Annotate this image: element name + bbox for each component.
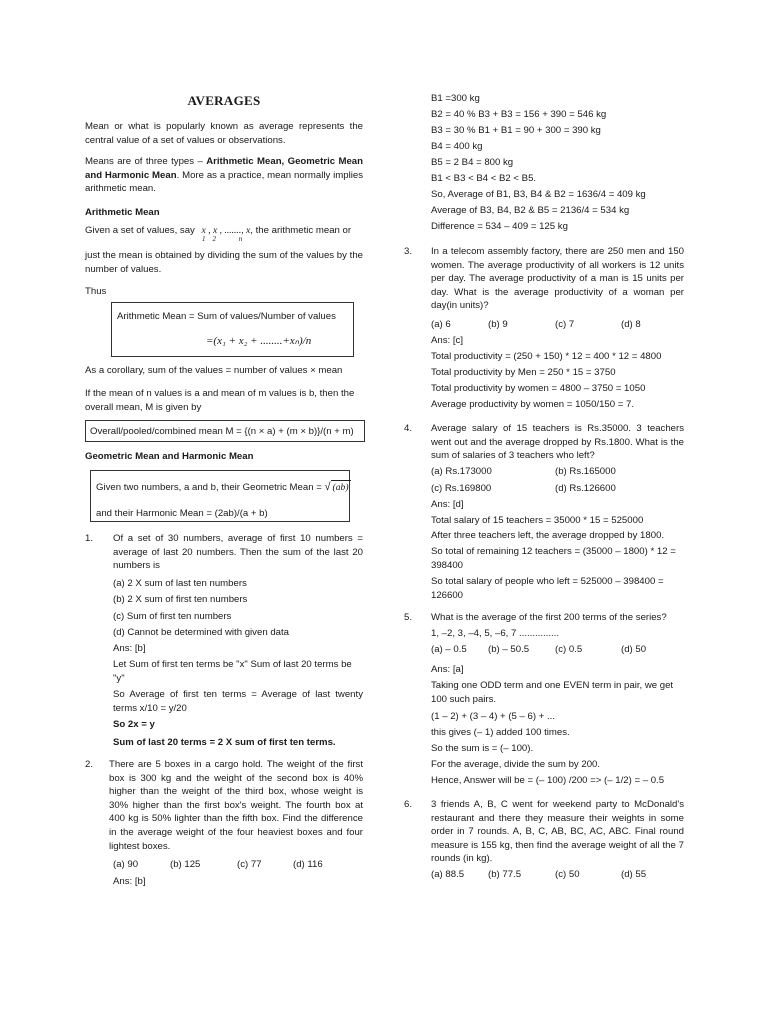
question-4-option-b: (b) Rs.165000: [555, 466, 616, 477]
question-3-solution-3: Total productivity by women = 4800 – 3750 = 1050: [431, 383, 646, 394]
q2-solution-line-6: B1 < B3 < B4 < B2 < B5.: [431, 173, 537, 184]
question-6-option-a: (a) 88.5: [431, 869, 465, 880]
question-3-answer: Ans: [c]: [431, 335, 463, 346]
page-title: AVERAGES: [187, 93, 261, 108]
question-2-option-a: (a) 90: [113, 859, 139, 870]
arithmetic-mean-formula-box: [111, 302, 354, 357]
am-formula-expression: =(x₁ + x₂ + ........+xₙ)/n: [206, 335, 312, 347]
overall-mean-formula-box: [85, 420, 365, 442]
question-5-text: What is the average of the first 200 terms of the series?: [431, 612, 667, 623]
question-5-solution-2: (1 – 2) + (3 – 4) + (5 – 6) + ...: [431, 711, 555, 722]
question-6-options: [431, 868, 684, 882]
question-4-text: Average salary of 15 teachers is Rs.35000. 3 teachers went out and the average dropped by Rs.1800. What is the sum of salaries of 3 teachers who left?: [431, 423, 684, 462]
question-2-option-d: (d) 116: [293, 859, 323, 870]
question-5-solution-6: Hence, Answer will be = (– 100) /200 => (– 1/2) = – 0.5: [431, 775, 665, 786]
question-1-option-a: (a) 2 X sum of last ten numbers: [113, 578, 247, 589]
am-text-lead: Given a set of values, say: [85, 225, 195, 236]
question-6-text: 3 friends A, B, C went for weekend party to McDonald's restaurant and there they measure their weights in some order in 7 rounds. A, B, C, AB, BC, AC, ABC. Final round measure is 155 kg, then find the average weight of all the 7 rounds (in kg).: [431, 799, 684, 865]
question-3-option-b: (b) 9: [488, 319, 508, 330]
means-types-lead: Means are of three types –: [85, 156, 207, 167]
overall-mean-text: If the mean of n values is a and mean of m values is b, then the overall mean, M is given by: [85, 388, 355, 413]
q2-solution-line-7: So, Average of B1, B3, B4 & B2 = 1636/4 = 409 kg: [431, 189, 646, 200]
thus-label: Thus: [85, 286, 107, 297]
sqrt-icon: √: [324, 481, 331, 493]
arithmetic-mean-heading: Arithmetic Mean: [85, 207, 160, 218]
question-4-options-row-1: [431, 465, 684, 479]
means-types-list: Arithmetic Mean, Geometric Mean and Harmonic Mean: [85, 156, 363, 181]
question-2-option-b: (b) 125: [170, 859, 201, 870]
am-subscripts: 1 2 n: [202, 235, 243, 243]
question-4-solution-4: So total salary of people who left = 525000 – 398400 = 126600: [431, 576, 664, 601]
question-1-option-c: (c) Sum of first ten numbers: [113, 611, 232, 622]
q2-solution-line-4: B4 = 400 kg: [431, 141, 483, 152]
question-1-text: Of a set of 30 numbers, average of first 10 numbers = average of last 20 numbers. Then the sum of the last 20 numbers is: [113, 533, 363, 572]
gm-formula: [96, 480, 351, 496]
question-1-solution-4: Sum of last 20 terms = 2 X sum of first ten terms.: [113, 737, 336, 748]
question-5-number: 5.: [404, 612, 413, 623]
means-types-paragraph: [85, 155, 363, 196]
question-5-option-c: (c) 0.5: [555, 644, 583, 655]
question-3-text: In a telecom assembly factory, there are 250 men and 150 women. The average productivity of all workers is 12 units per day. The average productivity of a man is 15 units per day. What is the average productivity of a woman per day(in units)?: [431, 246, 684, 312]
gm-hm-heading: Geometric Mean and Harmonic Mean: [85, 451, 254, 462]
q2-solution-line-8: Average of B3, B4, B2 & B5 = 2136/4 = 534 kg: [431, 205, 630, 216]
question-3-number: 3.: [404, 246, 413, 257]
question-1-solution-3: So 2x = y: [113, 719, 155, 730]
question-5-options: [431, 643, 684, 657]
question-1-solution-2: So Average of first ten terms = Average of last twenty terms x/10 = y/20: [113, 689, 363, 714]
q2-solution-line-1: B1 =300 kg: [431, 93, 480, 104]
question-4-options-row-2: [431, 482, 684, 496]
question-4-option-c: (c) Rs.169800: [431, 483, 492, 494]
intro-paragraph: Mean or what is popularly known as average represents the central value of a set of values or observations.: [85, 121, 363, 146]
question-4-option-d: (d) Rs.126600: [555, 483, 616, 494]
question-2-number: 2.: [85, 759, 94, 770]
gm-sqrt-content: (ab): [332, 482, 349, 493]
am-text-tail: , the arithmetic mean or: [250, 225, 352, 236]
question-5-option-d: (d) 50: [621, 644, 647, 655]
q2-solution-line-5: B5 = 2 B4 = 800 kg: [431, 157, 514, 168]
am-definition-line2: just the mean is obtained by dividing the sum of the values by the number of values.: [85, 250, 363, 275]
hm-formula: and their Harmonic Mean = (2ab)/(a + b): [96, 508, 268, 519]
question-1-option-d: (d) Cannot be determined with given data: [113, 627, 289, 638]
means-types-tail: . More as a practice, mean normally implies arithmetic mean.: [85, 169, 363, 195]
question-4-answer: Ans: [d]: [431, 499, 464, 510]
question-4-solution-1: Total salary of 15 teachers = 35000 * 15 = 525000: [431, 515, 644, 526]
am-variables: x , x , ......., x: [201, 225, 251, 236]
question-6-option-d: (d) 55: [621, 869, 647, 880]
question-1-solution-1: Let Sum of first ten terms be "x" Sum of last 20 terms be "y": [113, 659, 352, 684]
question-2-answer: Ans: [b]: [113, 876, 146, 887]
corollary-text: As a corollary, sum of the values = number of values × mean: [85, 365, 343, 376]
question-4-option-a: (a) Rs.173000: [431, 466, 492, 477]
question-1-number: 1.: [85, 533, 94, 544]
question-3-option-a: (a) 6: [431, 319, 451, 330]
question-6-option-b: (b) 77.5: [488, 869, 522, 880]
question-2-text: There are 5 boxes in a cargo hold. The weight of the first box is 300 kg and the weight of the second box is 40% higher than the weight of the third box, whose weight is 30% higher than the first box's weight. The fourth box at 400 kg is 50% lighter than the fifth box. Find the difference in the average weight of the four heaviest boxes and four lightest boxes.: [109, 759, 363, 852]
gm-hm-formula-box: [90, 470, 350, 522]
question-4-solution-2: After three teachers left, the average dropped by 1800.: [431, 530, 665, 541]
question-5-solution-5: For the average, divide the sum by 200.: [431, 759, 601, 770]
question-4-number: 4.: [404, 423, 413, 434]
question-3-solution-2: Total productivity by Men = 250 * 15 = 3750: [431, 367, 616, 378]
question-5-solution-4: So the sum is = (– 100).: [431, 743, 534, 754]
q2-solution-line-3: B3 = 30 % B1 + B1 = 90 + 300 = 390 kg: [431, 125, 601, 136]
question-3-solution-4: Average productivity by women = 1050/150 = 7.: [431, 399, 635, 410]
question-5-series: 1, –2, 3, –4, 5, –6, 7 ...............: [431, 628, 559, 639]
question-4-solution-3: So total of remaining 12 teachers = (35000 – 1800) * 12 = 398400: [431, 546, 676, 571]
question-5-option-a: (a) – 0.5: [431, 644, 467, 655]
question-1-option-b: (b) 2 X sum of first ten numbers: [113, 594, 248, 605]
q2-solution-line-2: B2 = 40 % B3 + B3 = 156 + 390 = 546 kg: [431, 109, 607, 120]
question-5-solution-1: Taking one ODD term and one EVEN term in pair, we get 100 such pairs.: [431, 680, 674, 705]
question-6-number: 6.: [404, 799, 413, 810]
question-3-solution-1: Total productivity = (250 + 150) * 12 = 400 * 12 = 4800: [431, 351, 662, 362]
question-6-option-c: (c) 50: [555, 869, 580, 880]
question-5-solution-3: this gives (– 1) added 100 times.: [431, 727, 570, 738]
question-2-option-c: (c) 77: [237, 859, 262, 870]
question-3-option-d: (d) 8: [621, 319, 641, 330]
question-1-answer: Ans: [b]: [113, 643, 146, 654]
overall-mean-formula: Overall/pooled/combined mean M = {(n × a) + (m × b)}/(n + m): [90, 426, 354, 437]
gm-formula-text: Given two numbers, a and b, their Geometric Mean =: [96, 482, 322, 493]
question-5-answer: Ans: [a]: [431, 664, 464, 675]
q2-solution-line-9: Difference = 534 – 409 = 125 kg: [431, 221, 568, 232]
question-2-options: [113, 858, 363, 872]
question-5-option-b: (b) – 50.5: [488, 644, 530, 655]
question-3-option-c: (c) 7: [555, 319, 575, 330]
question-3-options: [431, 318, 684, 332]
am-formula-text: Arithmetic Mean = Sum of values/Number of values: [117, 311, 336, 322]
